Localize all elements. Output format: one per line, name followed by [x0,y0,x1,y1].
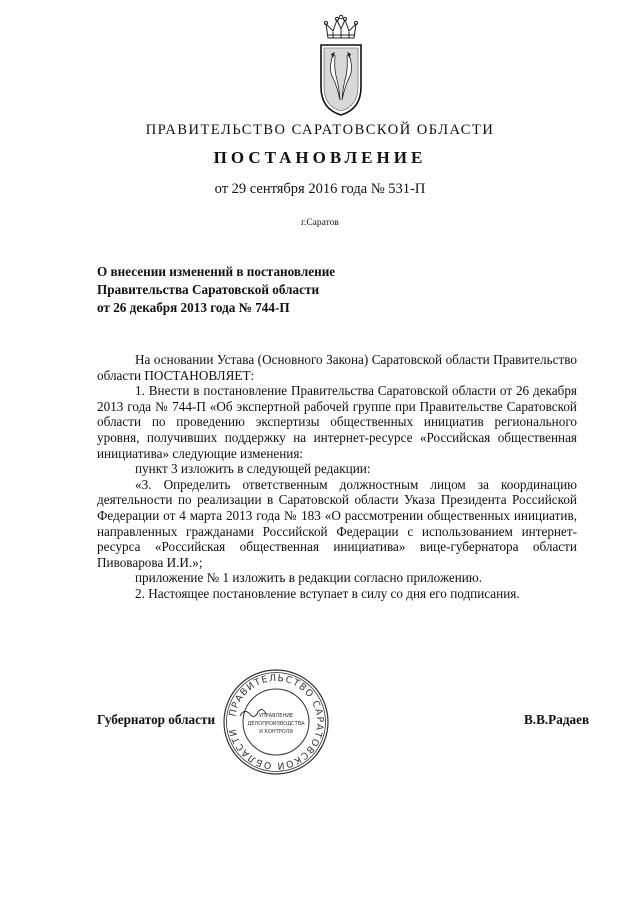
svg-text:ДЕЛОПРОИЗВОДСТВА: ДЕЛОПРОИЗВОДСТВА [247,721,305,727]
body-paragraph: пункт 3 изложить в следующей редакции: [135,461,371,477]
subject-line: Правительства Саратовской области [97,282,320,297]
svg-text:И КОНТРОЛЯ: И КОНТРОЛЯ [259,729,293,735]
body-paragraph: 2. Настоящее постановление вступает в силу со дня его подписания. [135,585,520,601]
city: г.Саратов [301,218,339,228]
document-date-number: от 29 сентября 2016 года № 531-П [214,181,426,197]
body-paragraph: приложение № 1 изложить в редакции согласно приложению. [135,570,483,586]
body-paragraph: 1. Внести в постановление Правительства Саратовской области от 26 декабря 2013 года № 744-П «Об экспертной рабочей группе при Правительстве Саратовской области по проведению экспертизы общественных инициатив регионального уровня, получивших поддержку на интернет-ресурсе «Российская общественная инициатива» следующие изменения: [97,383,577,461]
document-body [97,352,577,602]
body-paragraph: На основании Устава (Основного Закона) Саратовской области Правительство области ПОСТАНОВЛЯЕТ: [97,352,577,383]
official-stamp [222,668,330,776]
subject-line: О внесении изменений в постановление [97,264,336,279]
svg-text:УПРАВЛЕНИЕ: УПРАВЛЕНИЕ [258,713,294,719]
coat-of-arms-emblem [311,12,371,120]
signatory-name: В.В.Радаев [524,712,590,727]
body-paragraph: «3. Определить ответственным должностным лицом за координацию деятельности по реализации в Саратовской области Указа Президента Российской Федерации от 4 марта 2013 года № 183 «О рассмотрении общественных инициатив, направленных гражданами Российской Федерации с использованием интернет-ресурса «Российская общественная инициатива» вице-губернатора области Пивоварова И.И.»; [97,476,577,570]
subject-line: от 26 декабря 2013 года № 744-П [97,300,290,315]
document-subject [97,263,427,317]
signatory-title: Губернатор области [97,712,216,727]
svg-text:ПРАВИТЕЛЬСТВО САРАТОВСКОЙ ОБЛА: ПРАВИТЕЛЬСТВО САРАТОВСКОЙ ОБЛАСТИ [227,672,326,772]
document-type: ПОСТАНОВЛЕНИЕ [213,148,427,167]
government-name: ПРАВИТЕЛЬСТВО САРАТОВСКОЙ ОБЛАСТИ [145,122,495,138]
